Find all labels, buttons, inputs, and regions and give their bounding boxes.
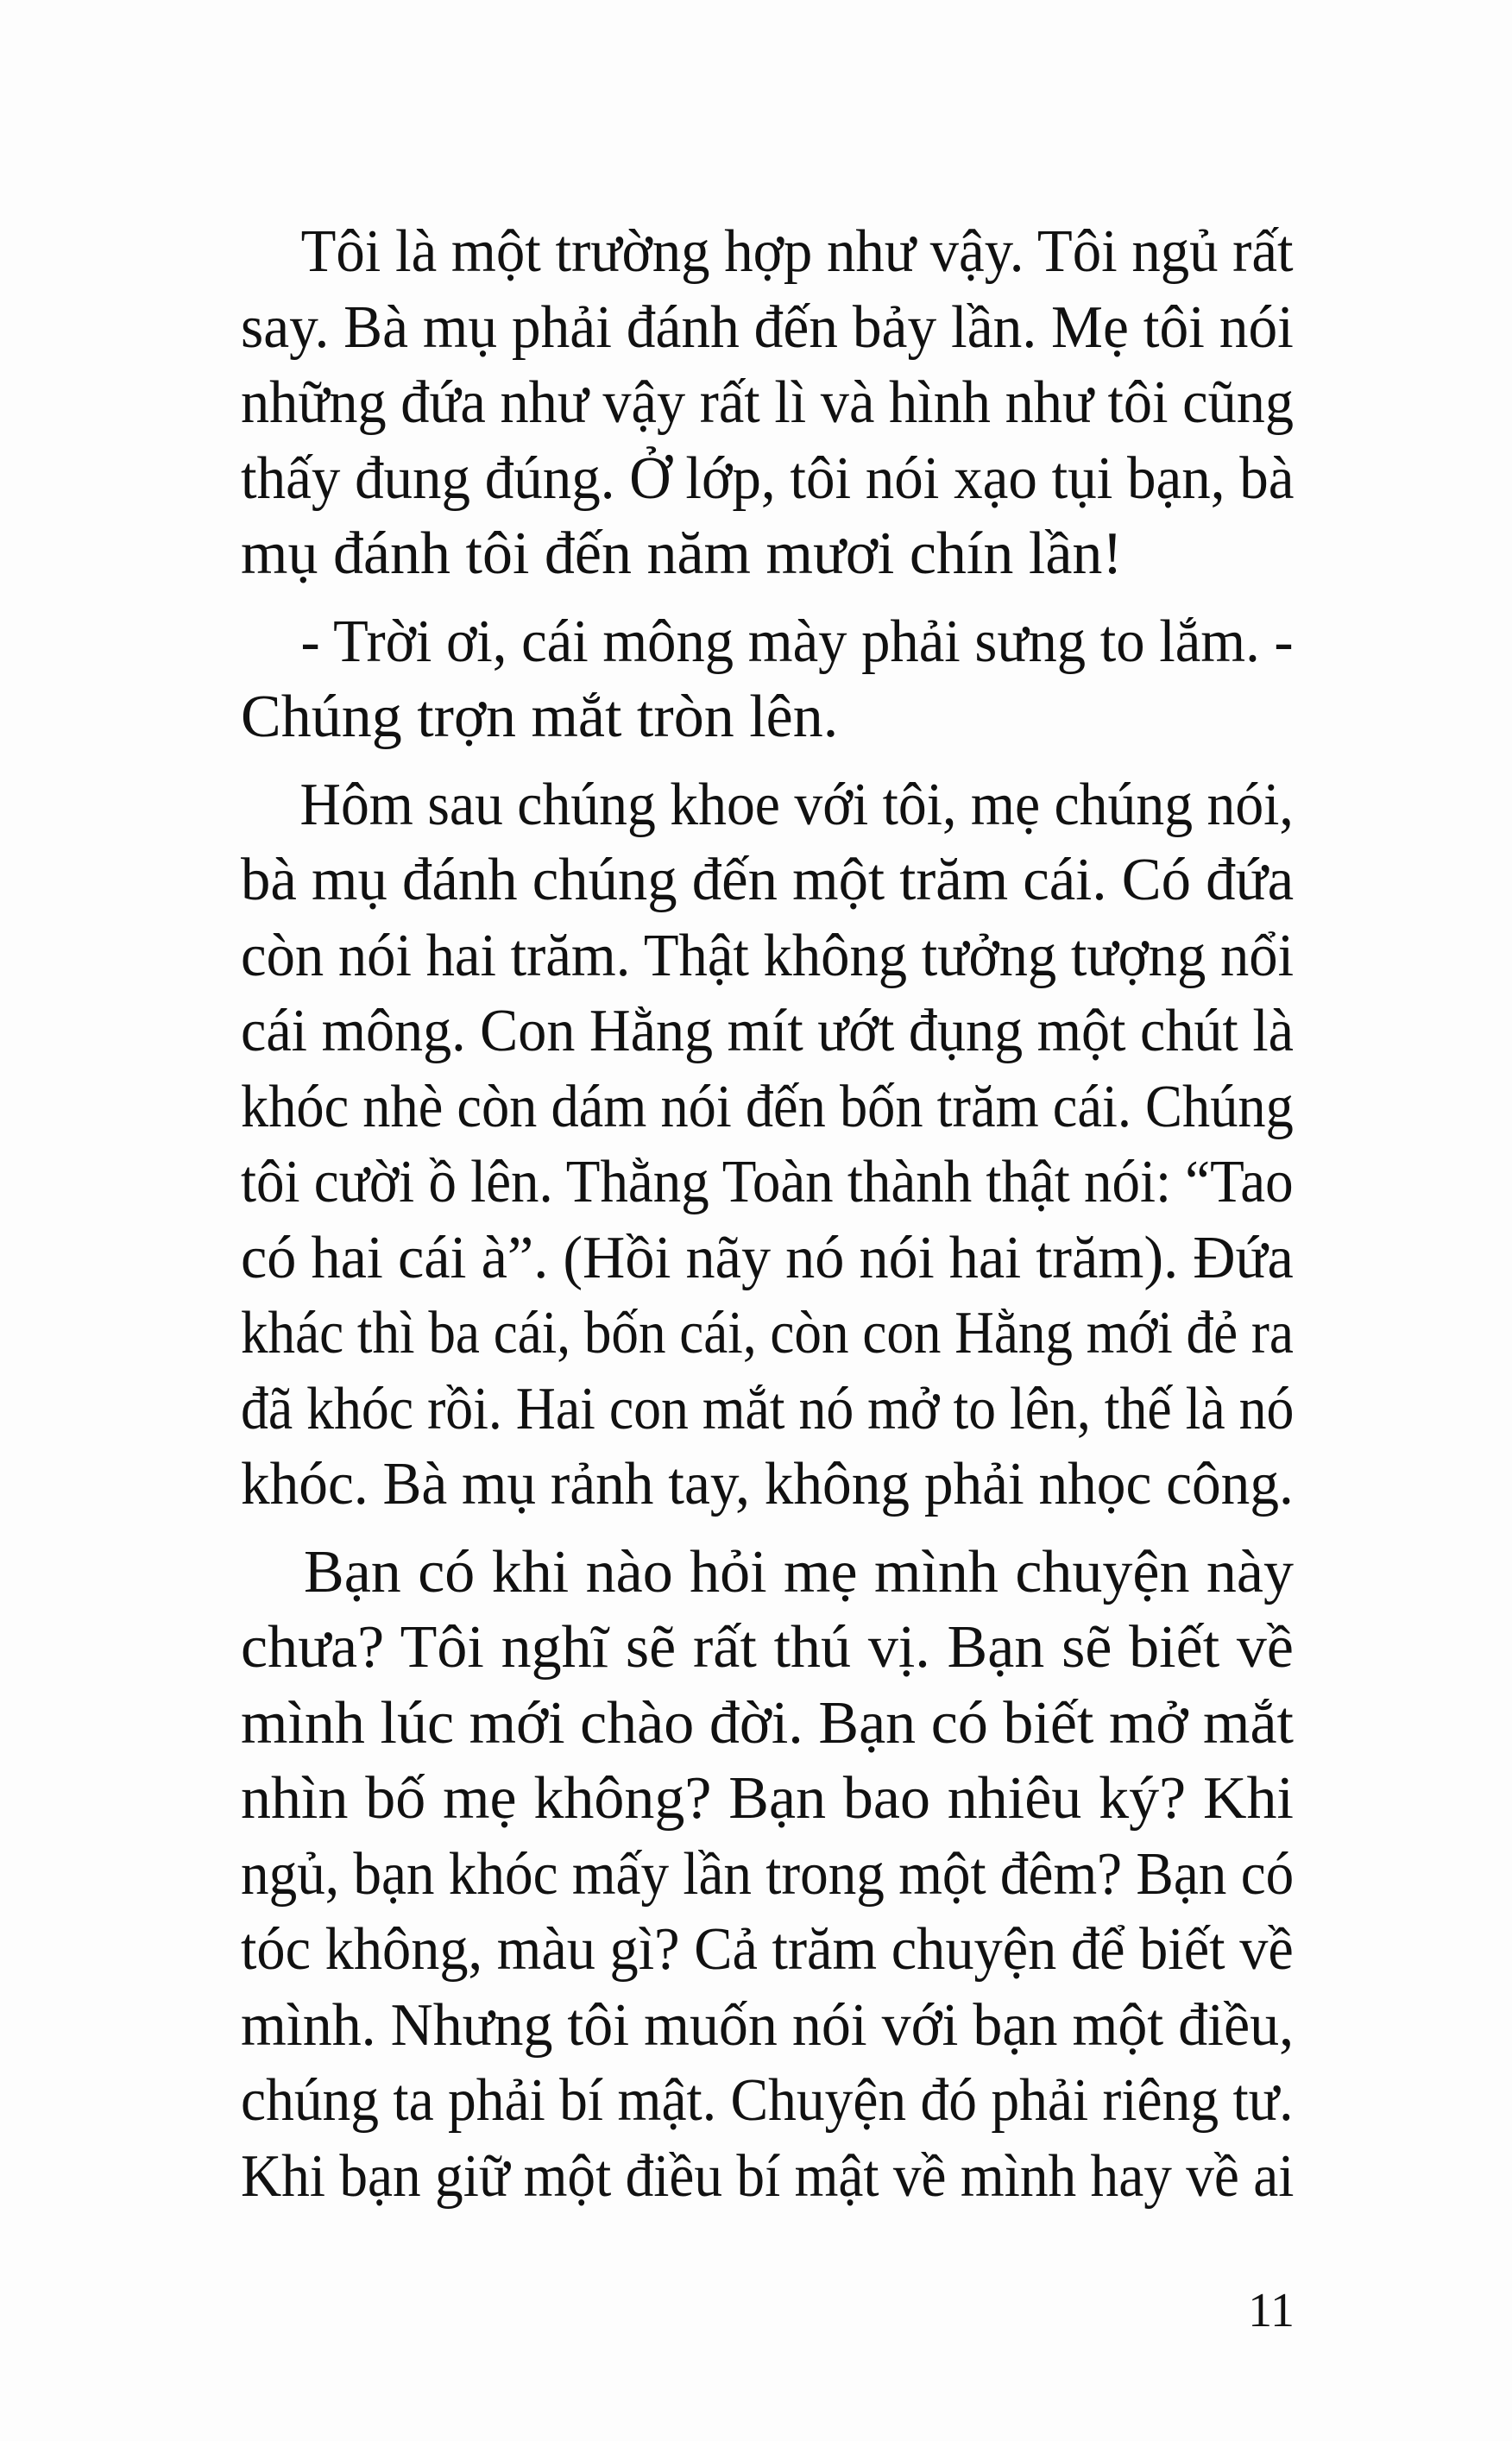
text-line: còn nói hai trăm. Thật không tưởng tượng nổi (241, 922, 1295, 989)
text-line: chưa? Tôi nghĩ sẽ rất thú vị. Bạn sẽ biết về (241, 1614, 1294, 1681)
body-text (241, 214, 1294, 2226)
text-line: bà mụ đánh chúng đến một trăm cái. Có đứa (241, 847, 1295, 913)
text-line: khóc. Bà mụ rảnh tay, không phải nhọc công. (241, 1451, 1294, 1517)
text-line: Hôm sau chúng khoe với tôi, mẹ chúng nói, (299, 771, 1294, 838)
text-line: chúng ta phải bí mật. Chuyện đó phải riêng tư. (241, 2067, 1294, 2134)
text-line: nhìn bố mẹ không? Bạn bao nhiêu ký? Khi (241, 1765, 1294, 1832)
text-line: thấy đung đúng. Ở lớp, tôi nói xạo tụi bạn, bà (241, 445, 1295, 512)
text-line: tôi cười ồ lên. Thằng Toàn thành thật nói: “Tao (241, 1149, 1294, 1215)
text-line: khóc nhè còn dám nói đến bốn trăm cái. Chúng (241, 1073, 1294, 1140)
text-line: mình. Nhưng tôi muốn nói với bạn một điều, (241, 1991, 1295, 2059)
paragraph (241, 604, 1294, 755)
text-line: khác thì ba cái, bốn cái, còn con Hằng mới đẻ ra (241, 1300, 1294, 1366)
text-line: cái mông. Con Hằng mít ướt đụng một chút là (241, 998, 1295, 1064)
text-line: say. Bà mụ phải đánh đến bảy lần. Mẹ tôi nói (241, 293, 1294, 361)
text-line: đã khóc rồi. Hai con mắt nó mở to lên, thế là nó (241, 1375, 1295, 1442)
paragraph (241, 767, 1294, 1523)
text-line: những đứa như vậy rất lì và hình như tôi cũng (241, 369, 1295, 436)
text-line: mình lúc mới chào đời. Bạn có biết mở mắt (241, 1689, 1294, 1757)
paragraph (241, 1535, 1294, 2215)
text-line: tóc không, màu gì? Cả trăm chuyện để biết về (241, 1916, 1294, 1983)
text-line: mụ đánh tôi đến năm mươi chín lần! (241, 520, 1123, 587)
text-line: - Trời ơi, cái mông mày phải sưng to lắm. - (300, 608, 1294, 675)
paragraph (241, 214, 1294, 592)
text-line: có hai cái à”. (Hồi nãy nó nói hai trăm). Đứa (241, 1224, 1294, 1291)
page-number: 11 (1248, 2284, 1295, 2337)
text-line: Khi bạn giữ một điều bí mật về mình hay về ai (241, 2142, 1295, 2210)
text-line: Chúng trợn mắt tròn lên. (241, 684, 839, 750)
text-line: ngủ, bạn khóc mấy lần trong một đêm? Bạn có (241, 1840, 1295, 1908)
text-line: Tôi là một trường hợp như vậy. Tôi ngủ rất (300, 218, 1294, 285)
text-line: Bạn có khi nào hỏi mẹ mình chuyện này (304, 1538, 1294, 1605)
